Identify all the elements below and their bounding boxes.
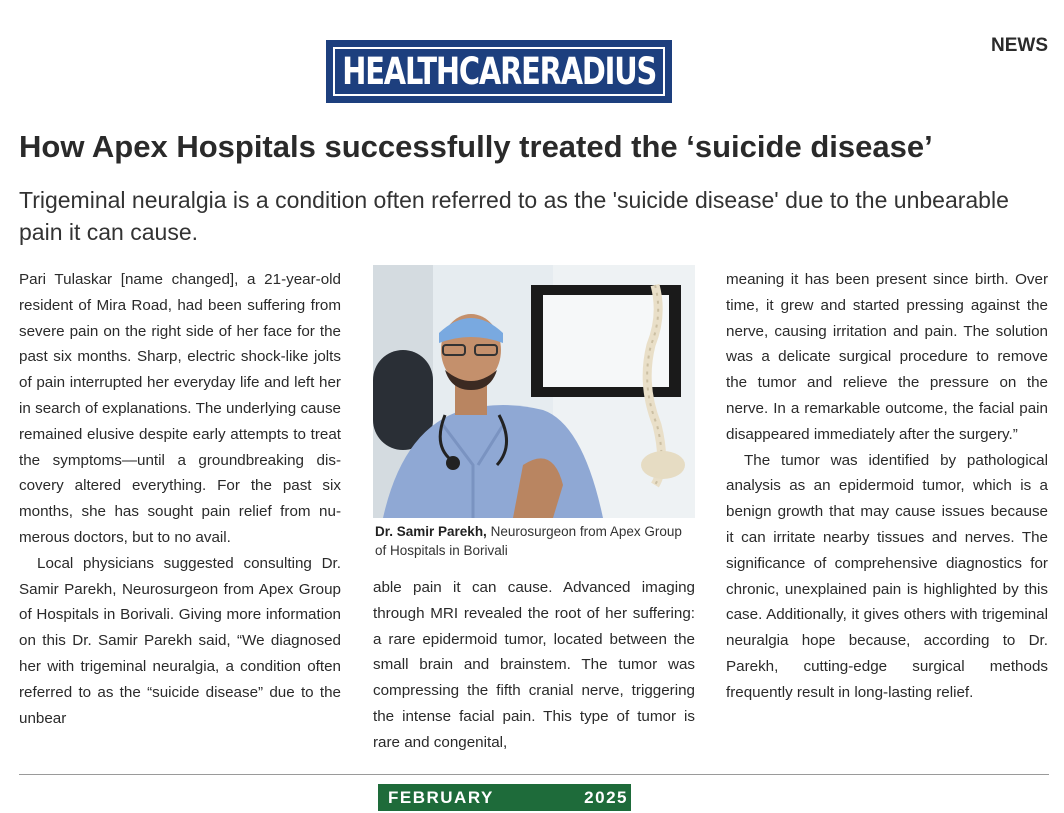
paragraph: The tumor was identified by pathological analysis as an epidermoid tumor, which is a benign growth that may cause issues because it can irritate nearby tissues and nerves. The significance of comprehensive diagnostics for chronic, unexplained pain is highlighted by this case. Additionally, it gives others with trigeminal neuralgia hope because, according to Dr. Parekh, cutting-edge surgical methods frequently result in long-lasting relief. xyxy=(726,451,1048,701)
footer-divider xyxy=(19,774,1049,775)
article-headline: How Apex Hospitals successfully treated the ‘suicide disease’ xyxy=(19,129,933,164)
doctor-photo xyxy=(373,265,695,518)
article-column-3 xyxy=(726,267,1048,706)
caption-name: Dr. Samir Parekh, xyxy=(375,524,487,539)
photo-caption xyxy=(375,522,695,560)
section-label: NEWS xyxy=(991,35,1048,56)
article-subhead: Trigeminal neuralgia is a condition often referred to as the 'suicide disease' due to the unbearable pain it can cause. xyxy=(19,187,1009,245)
publication-logo xyxy=(326,40,672,103)
caption-text: Neurosurgeon from Apex Group of Hospitals in Borivali xyxy=(375,524,682,558)
doctor-photo-illustration xyxy=(373,265,695,518)
paragraph: Local physicians suggested consulting Dr. Samir Parekh, Neurosurgeon from Apex Group of Hospitals in Borivali. Giving more information on this Dr. Samir Parekh said, “We diagnosed her with trigeminal neuralgia, a condition often referred to as the “suicide disease” due to the unbear xyxy=(19,554,341,727)
issue-month: FEBRUARY xyxy=(388,787,494,807)
paragraph: meaning it has been present since birth. Over time, it grew and started pressing against the nerve, causing irritation and pain. The solution was a delicate surgical procedure to remove the tumor and relieve the pressure on the nerve. In a remarkable outcome, the facial pain disappeared immediately after the surgery.” xyxy=(726,271,1048,443)
issue-date-band xyxy=(378,784,631,811)
logo-text: HEALTHCARERADIUS xyxy=(342,50,656,93)
paragraph: Pari Tulaskar [name changed], a 21-year-old resident of Mira Road, had been suffering from severe pain on the right side of her face for the past six months. Sharp, electric shock-like jolts of pain interrupted her everyday life and left her in search of explanations. The underlying cause remained elusive despite early attempts to treat the symptoms—until a groundbreaking discovery altered everything. For the past six months, she has sought pain relief from numerous doctors, but to no avail. xyxy=(19,271,341,546)
logo-frame xyxy=(333,47,665,96)
issue-year: 2025 xyxy=(584,787,628,807)
article-column-2 xyxy=(373,575,695,756)
paragraph: able pain it can cause. Advanced imaging through MRI revealed the root of her suffering: a rare epidermoid tumor, located between the small brain and brainstem. The tumor was compressing the fifth cranial nerve, triggering the intense facial pain. This type of tumor is rare and congenital, xyxy=(373,579,695,751)
article-column-1 xyxy=(19,267,341,731)
